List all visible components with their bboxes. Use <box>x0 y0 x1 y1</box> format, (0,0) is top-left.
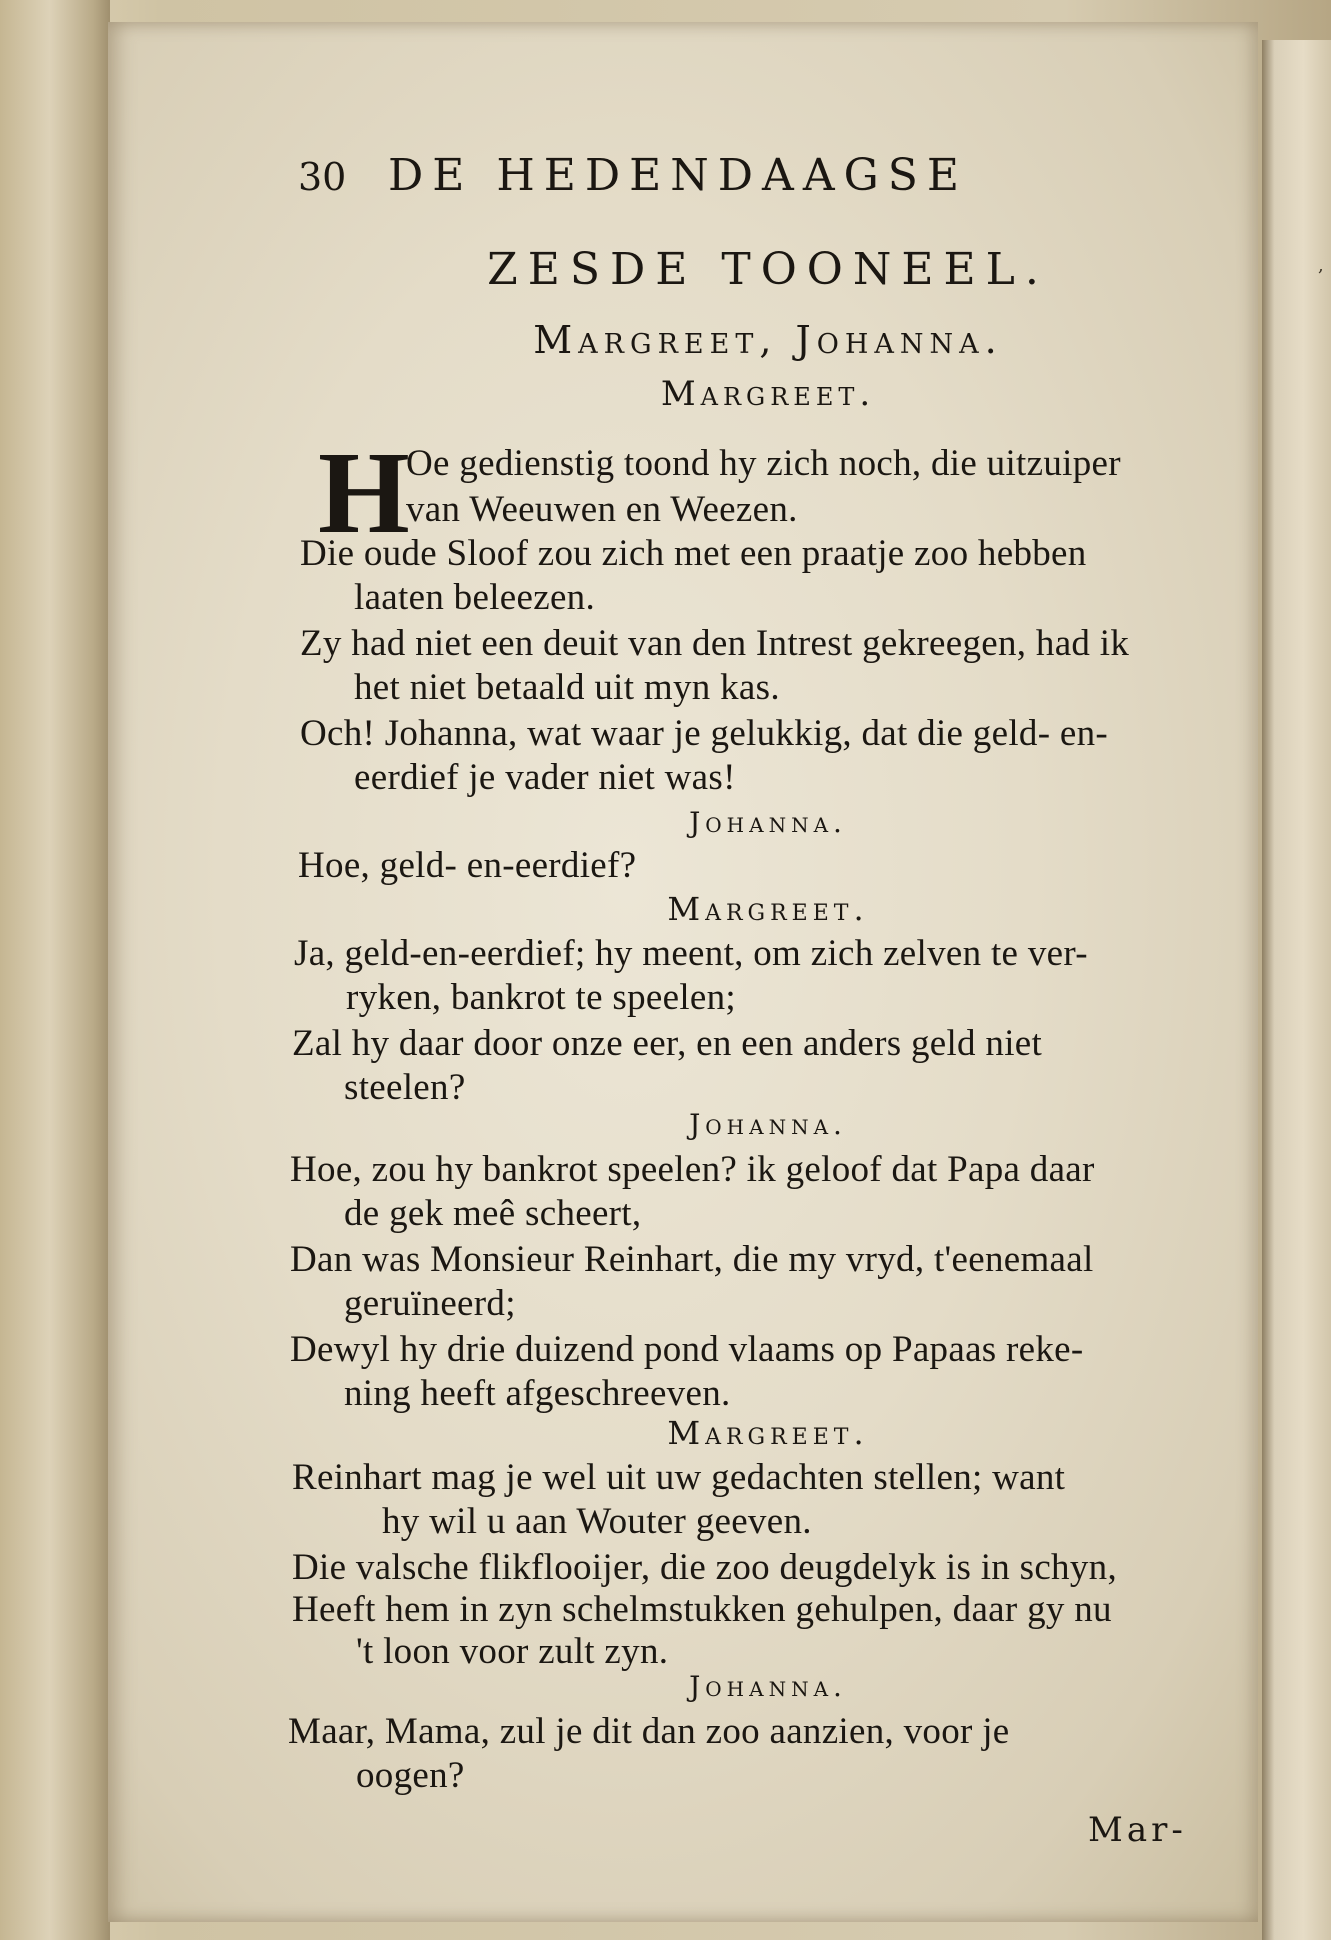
text-line: het niet betaald uit myn kas. <box>354 667 780 708</box>
book-page <box>108 22 1258 1922</box>
text-line: hy wil u aan Wouter geeven. <box>382 1501 812 1542</box>
text-line: ryken, bankrot te speelen; <box>346 977 736 1018</box>
text-line: Zal hy daar door onze eer, en een anders geld niet <box>292 1023 1043 1064</box>
text-line: oogen? <box>356 1755 465 1796</box>
text-line: Och! Johanna, wat waar je gelukkig, dat die geld- en- <box>300 713 1109 754</box>
speaker-heading: Johanna. <box>689 806 847 839</box>
speaker-heading: Margreet. <box>660 374 876 414</box>
scene-title: ZESDE TOONEEL. <box>487 244 1049 295</box>
speaker-heading: Margreet. <box>667 890 869 928</box>
left-page-edge <box>0 0 110 1940</box>
page-number: 30 <box>298 155 347 199</box>
text-line: Oe gedienstig toond hy zich noch, die uitzuiper <box>406 443 1121 484</box>
text-line: Dan was Monsieur Reinhart, die my vryd, t'eenemaal <box>290 1239 1094 1280</box>
text-line: ning heeft afgeschreeven. <box>344 1373 731 1414</box>
text-line: Hoe, geld- en-eerdief? <box>298 845 637 886</box>
text-line: Dewyl hy drie duizend pond vlaams op Papaas reke- <box>290 1329 1084 1370</box>
running-header <box>298 150 1258 201</box>
text-line: van Weeuwen en Weezen. <box>406 489 798 530</box>
text-line: Die valsche flikflooijer, die zoo deugdelyk is in schyn, <box>292 1547 1117 1588</box>
text-line: 't loon voor zult zyn. <box>356 1631 669 1672</box>
text-line: laaten beleezen. <box>354 577 596 618</box>
text-line: Zy had niet een deuit van den Intrest gekreegen, had ik <box>300 623 1130 664</box>
cast-list: Margreet, Johanna. <box>533 318 1003 362</box>
speaker-heading: Johanna. <box>689 1670 847 1703</box>
text-line: eerdief je vader niet was! <box>354 757 736 798</box>
text-line: steelen? <box>344 1067 466 1108</box>
speaker-heading: Johanna. <box>689 1108 847 1141</box>
right-page-mark: , <box>1318 255 1324 276</box>
text-line: Ja, geld-en-eerdief; hy meent, om zich zelven te ver- <box>294 933 1088 974</box>
text-line: Maar, Mama, zul je dit dan zoo aanzien, voor je <box>288 1711 1010 1752</box>
text-line: Heeft hem in zyn schelmstukken gehulpen, daar gy nu <box>292 1589 1112 1630</box>
running-title: DE HEDENDAAGSE <box>388 150 969 201</box>
text-line: geruïneerd; <box>344 1283 516 1324</box>
speaker-heading: Margreet. <box>667 1414 869 1452</box>
text-line: Hoe, zou hy bankrot speelen? ik geloof dat Papa daar <box>290 1149 1095 1190</box>
catchword: Mar- <box>1088 1810 1187 1850</box>
text-line: Die oude Sloof zou zich met een praatje zoo hebben <box>300 533 1087 574</box>
drop-cap: H <box>318 427 410 558</box>
text-line: Reinhart mag je wel uit uw gedachten stellen; want <box>292 1457 1066 1498</box>
text-line: de gek meê scheert, <box>344 1193 642 1234</box>
right-page-edge <box>1262 40 1331 1940</box>
